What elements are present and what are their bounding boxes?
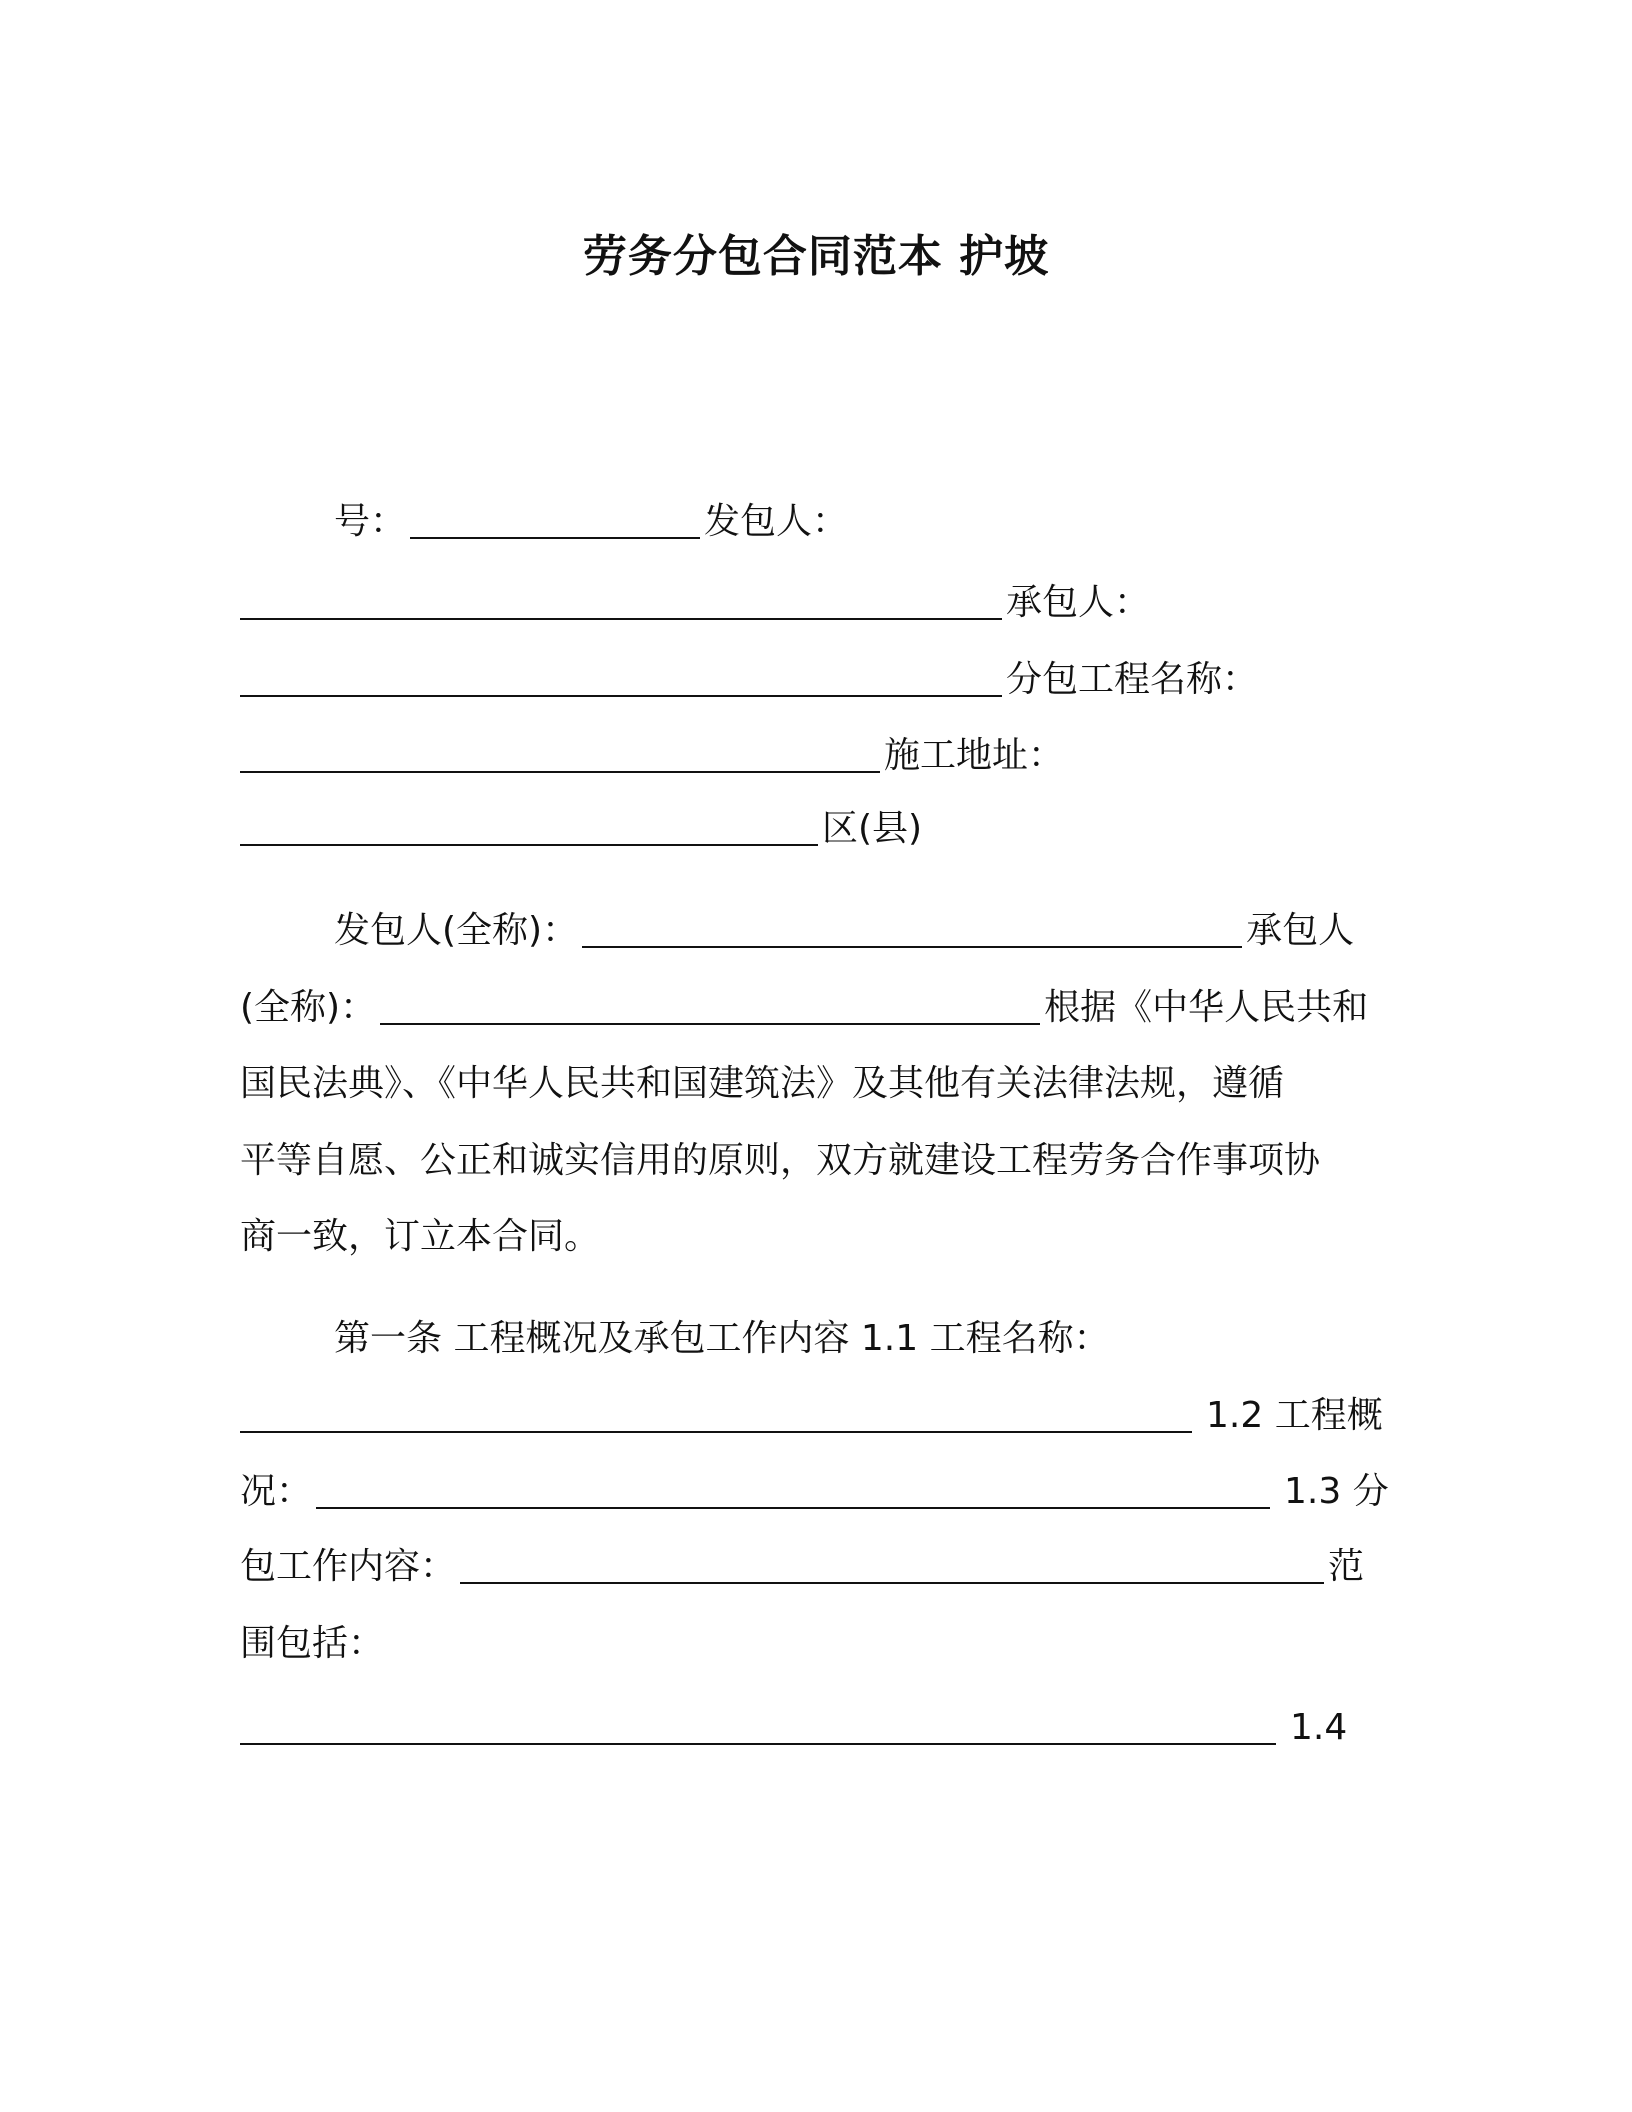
blank-field [582,914,1242,948]
line-text-post: 1.3 分 [1284,1471,1389,1512]
employer-line [240,580,1150,626]
line-text-post: 范 [1328,1546,1365,1587]
line-text-pre: 国民法典》、《中华人民共和国建筑法》及其他有关法律法规，遵循 [240,1063,1285,1104]
line-text-post: 1.2 工程概 [1206,1395,1383,1436]
project-name-line [240,733,1064,779]
contractor-line [240,657,1258,703]
line-text-pre: 围包括： [240,1623,385,1664]
line-text-post: 施工地址： [884,735,1065,776]
project-overview-line [240,1469,1389,1515]
project-name-blank-line [240,1393,1383,1439]
line-text-post: 发包人： [704,501,849,542]
contractor-fullname-line [240,985,1368,1031]
blank-field [240,663,1002,697]
line-text-pre: 发包人(全称)： [334,910,579,951]
contract-number-line [334,499,848,545]
line-text-pre: 第一条 工程概况及承包工作内容 1.1 工程名称： [334,1318,1110,1359]
blank-field [410,505,700,539]
article-one-heading [334,1316,1110,1362]
line-text-pre: 况： [240,1471,313,1512]
line-text-post: 区(县) [822,808,923,849]
scope-blank-line [240,1705,1347,1751]
paragraph-line [240,1061,1284,1107]
employer-fullname-line [334,908,1354,954]
site-address-line [240,806,922,852]
line-text-pre: 包工作内容： [240,1546,457,1587]
line-text-pre: 平等自愿、公正和诚实信用的原则，双方就建设工程劳务合作事项协 [240,1140,1321,1181]
line-text-pre: (全称)： [240,987,377,1028]
blank-field [316,1475,1270,1509]
blank-field [380,991,1040,1025]
blank-field [240,586,1002,620]
line-text-post: 1.4 [1290,1707,1348,1748]
blank-field [240,812,818,846]
paragraph-line [240,1138,1320,1184]
blank-field [240,1711,1276,1745]
document-title: 劳务分包合同范本 护坡 [582,231,1050,282]
blank-field [240,739,880,773]
line-text-pre: 号： [334,501,407,542]
line-text-post: 分包工程名称： [1006,659,1259,700]
work-content-line [240,1544,1364,1590]
scope-line [240,1621,384,1667]
line-text-pre: 商一致，订立本合同。 [240,1216,601,1257]
line-text-post: 根据《中华人民共和 [1044,987,1369,1028]
blank-field [460,1550,1324,1584]
line-text-post: 承包人 [1246,910,1355,951]
blank-field [240,1399,1192,1433]
line-text-post: 承包人： [1006,582,1151,623]
paragraph-line [240,1214,600,1260]
